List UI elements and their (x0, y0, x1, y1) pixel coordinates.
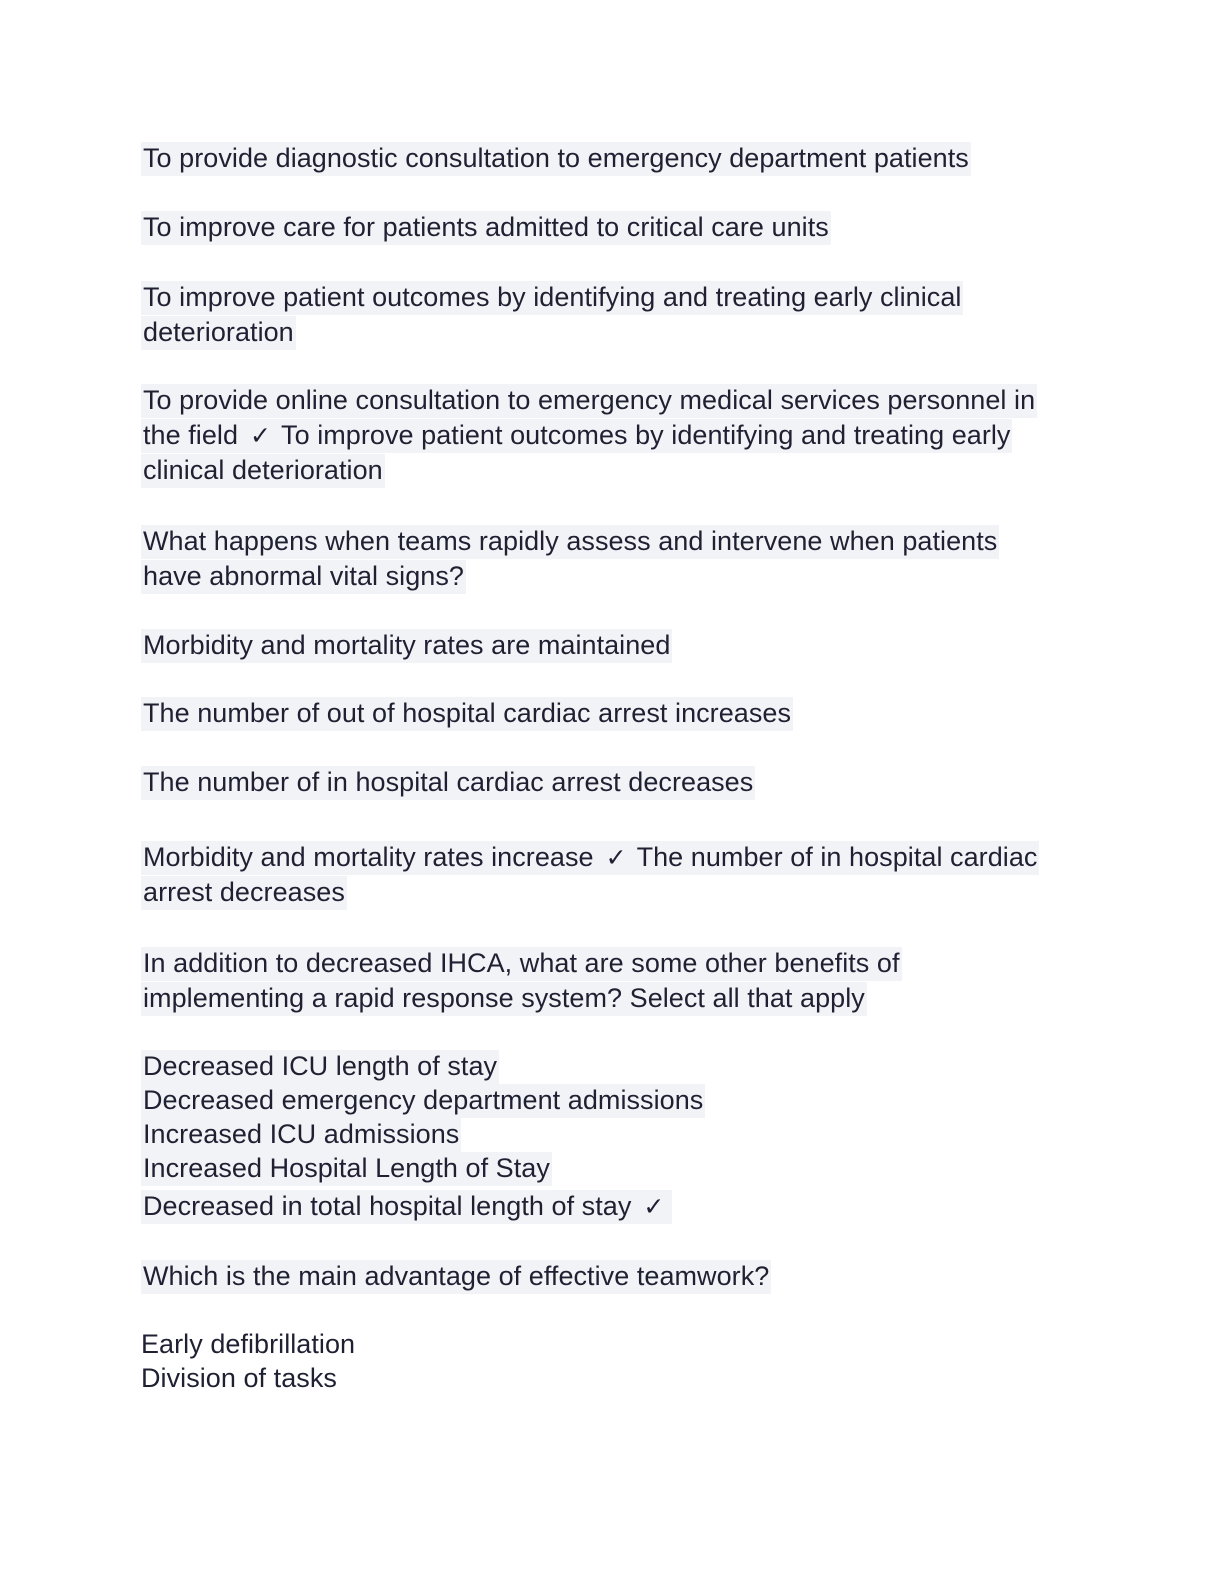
q3-option-1-text: Decreased ICU length of stay (141, 1050, 499, 1084)
q3-option-3-text: Increased ICU admissions (141, 1118, 461, 1152)
q2-option-4-with-answer (141, 840, 1076, 910)
q1-option-1 (141, 141, 1081, 176)
q3-option-2-text: Decreased emergency department admissions (141, 1084, 705, 1118)
q4-option-2-text: Division of tasks (141, 1363, 337, 1393)
q3-question (141, 946, 931, 1016)
q2-option-1 (141, 628, 1081, 663)
q3-question-text: In addition to decreased IHCA, what are some other benefits of implementing a rapid response system? Select all that apply (141, 947, 902, 1016)
q2-option-2 (141, 696, 1081, 731)
q2-question (141, 524, 1031, 594)
q4-option-1-text: Early defibrillation (141, 1329, 356, 1359)
q2-answer-text: The number of in hospital cardiac arrest decreases (141, 841, 1039, 910)
q2-option-1-text: Morbidity and mortality rates are maintained (141, 629, 672, 663)
q1-option-1-text: To provide diagnostic consultation to emergency department patients (141, 142, 971, 176)
q1-option-2 (141, 210, 1081, 245)
q3-option-4-text: Increased Hospital Length of Stay (141, 1152, 552, 1186)
checkmark-icon: ✓ (250, 421, 272, 450)
q2-option-2-text: The number of out of hospital cardiac arrest increases (141, 697, 793, 731)
checkmark-icon: ✓ (605, 843, 627, 872)
q3-options-list (141, 1049, 1081, 1223)
q1-option-4-text: To provide online consultation to emergency medical services personnel in the field (141, 384, 1037, 453)
q4-question (141, 1259, 1081, 1294)
q1-option-3 (141, 280, 991, 350)
q1-option-3-text: To improve patient outcomes by identifying and treating early clinical deterioration (141, 281, 963, 350)
q2-option-3 (141, 765, 1081, 800)
q4-question-text: Which is the main advantage of effective teamwork? (141, 1260, 771, 1294)
q3-option-5-text: Decreased in total hospital length of stay (141, 1190, 633, 1224)
q2-option-4-text: Morbidity and mortality rates increase (141, 841, 596, 875)
q1-option-2-text: To improve care for patients admitted to critical care units (141, 211, 831, 245)
q1-option-4-with-answer (141, 383, 1066, 488)
checkmark-icon: ✓ (643, 1192, 665, 1221)
q4-options-list (141, 1327, 1081, 1395)
q2-option-3-text: The number of in hospital cardiac arrest decreases (141, 766, 755, 800)
q2-question-text: What happens when teams rapidly assess and intervene when patients have abnormal vital signs? (141, 525, 999, 594)
q1-answer-text: To improve patient outcomes by identifying and treating early clinical deterioration (141, 419, 1012, 488)
